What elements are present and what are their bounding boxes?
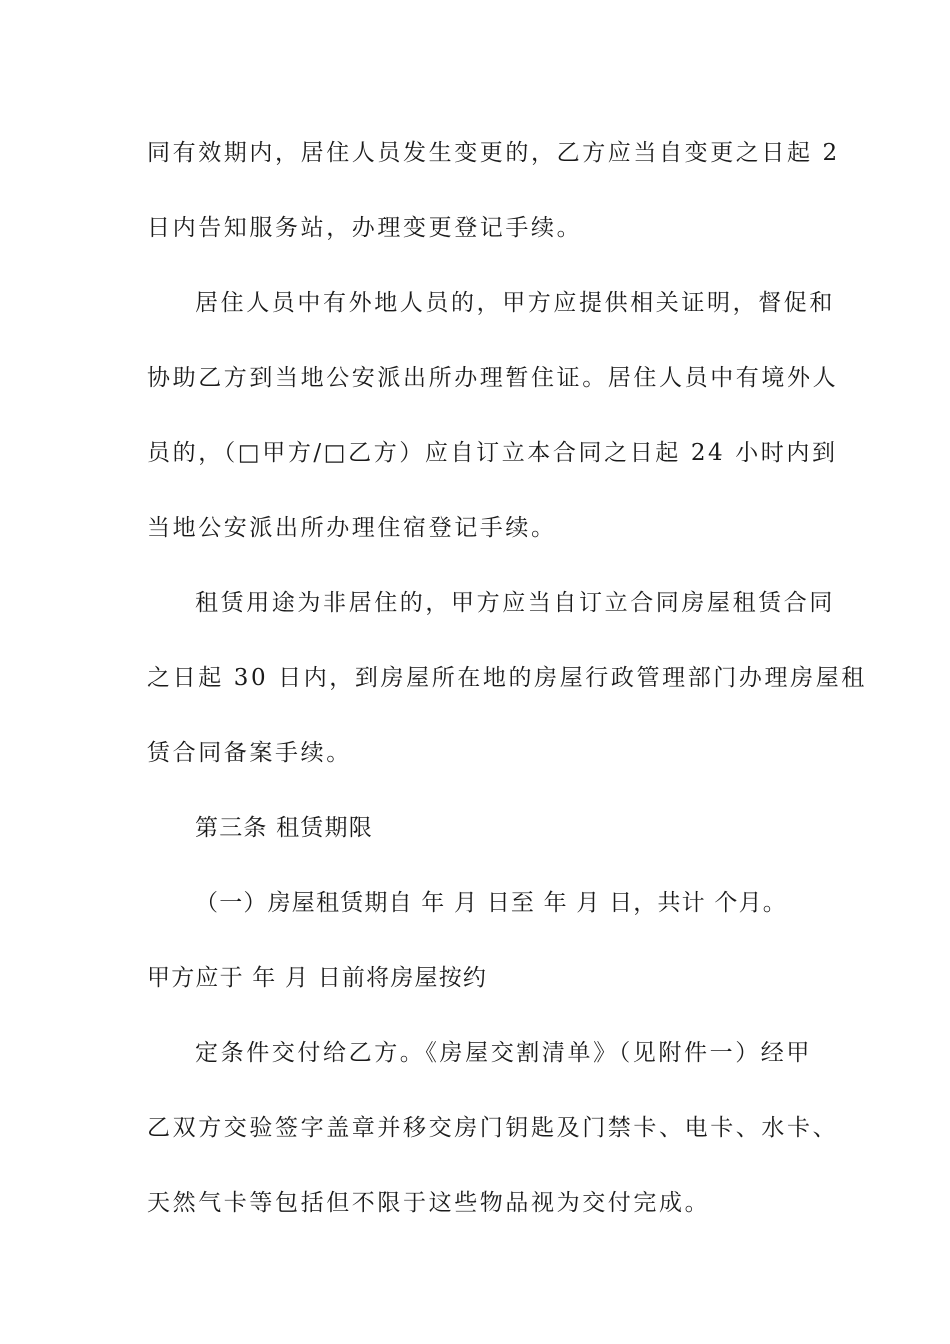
paragraph-line: 当地公安派出所办理住宿登记手续。: [147, 515, 557, 541]
paragraph-line: 租赁用途为非居住的，甲方应当自订立合同房屋租赁合同: [195, 590, 835, 616]
paragraph-line: 日内告知服务站，办理变更登记手续。: [147, 215, 583, 241]
paragraph-line: 定条件交付给乙方。《房屋交割清单》（见附件一）经甲: [195, 1040, 812, 1066]
section-heading: 第三条 租赁期限: [195, 815, 373, 841]
paragraph-line: 赁合同备案手续。: [147, 740, 352, 766]
paragraph-line: 居住人员中有外地人员的，甲方应提供相关证明，督促和: [195, 290, 835, 316]
paragraph-line: （一）房屋租赁期自 年 月 日至 年 月 日，共计 个月。: [195, 890, 787, 916]
paragraph-line: 协助乙方到当地公安派出所办理暂住证。居住人员中有境外人: [147, 365, 839, 391]
paragraph-line: 天然气卡等包括但不限于这些物品视为交付完成。: [147, 1190, 711, 1216]
paragraph-line: 员的，（□甲方/□乙方）应自订立本合同之日起 24 小时内到: [147, 440, 838, 466]
paragraph-line: 甲方应于 年 月 日前将房屋按约: [147, 965, 488, 991]
paragraph-line: 同有效期内，居住人员发生变更的，乙方应当自变更之日起 2: [147, 140, 840, 166]
paragraph-line: 之日起 30 日内，到房屋所在地的房屋行政管理部门办理房屋租: [147, 665, 867, 691]
paragraph-line: 乙双方交验签字盖章并移交房门钥匙及门禁卡、电卡、水卡、: [147, 1115, 839, 1141]
